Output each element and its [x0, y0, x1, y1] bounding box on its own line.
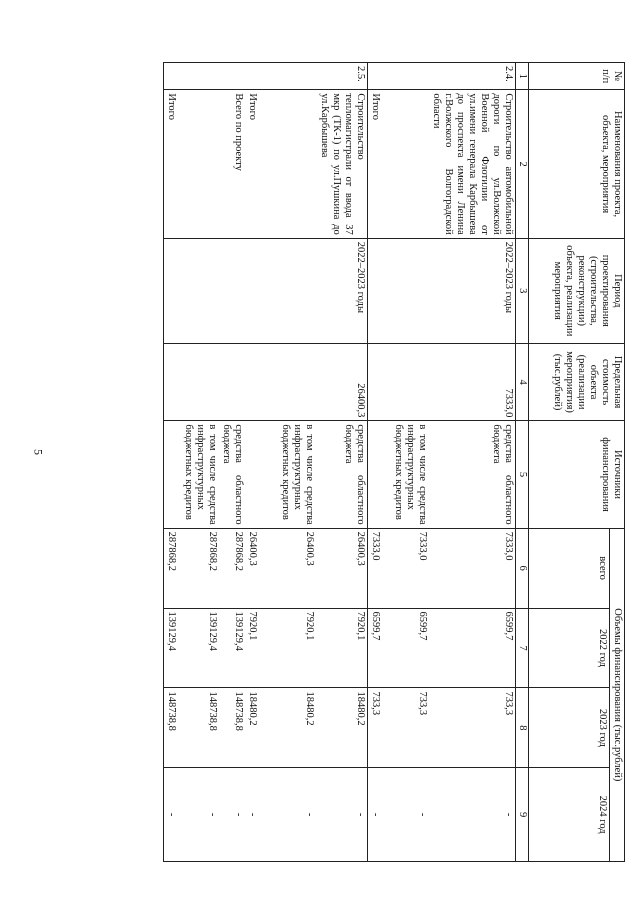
y2023-cell: 18480,2 [245, 688, 278, 768]
header-total: всего [528, 528, 609, 608]
column-number: 6 [516, 528, 529, 608]
y2024-cell: - [391, 768, 429, 862]
row-number [181, 63, 219, 90]
object-name: Итого [367, 90, 391, 238]
row-number [278, 63, 316, 90]
source-cell: средства областного бюджета [316, 421, 367, 528]
y2022-cell: 7920,1 [316, 608, 367, 688]
table-row [316, 63, 367, 862]
cost-cell [391, 343, 429, 421]
header-financing-group: Объемы финансирования (тыс.рублей) [609, 528, 624, 861]
source-cell: в том числе средства инфраструктурных бюджетных кредитов [391, 421, 429, 528]
row-number: 2.5. [316, 63, 367, 90]
y2022-cell: 6599,7 [367, 608, 391, 688]
column-number: 8 [516, 688, 529, 768]
row-number [245, 63, 278, 90]
header-2024: 2024 год [528, 768, 609, 862]
object-name [181, 90, 219, 238]
source-cell [163, 421, 181, 528]
cost-cell [245, 343, 278, 421]
y2024-cell: - [367, 768, 391, 862]
table-row [163, 63, 181, 862]
source-cell: в том числе средства инфраструктурных бюджетных кредитов [181, 421, 219, 528]
object-name: Итого [245, 90, 278, 238]
total-cell: 26400,3 [316, 528, 367, 608]
object-name: Всего по проекту [219, 90, 245, 238]
y2023-cell: 18480,2 [316, 688, 367, 768]
total-cell: 7333,0 [367, 528, 391, 608]
table-row [367, 63, 391, 862]
rotated-table-container [85, 62, 625, 862]
financing-table [163, 62, 625, 862]
y2023-cell: 733,3 [391, 688, 429, 768]
column-number: 2 [516, 90, 529, 238]
period-cell [245, 238, 278, 343]
header-cost: Предельная стоимость объекта (реализации мероприятия) (тыс.рублей) [528, 343, 624, 421]
y2022-cell: 7920,1 [278, 608, 316, 688]
source-cell: в том числе средства инфраструктурных бюджетных кредитов [278, 421, 316, 528]
object-name: Итого [163, 90, 181, 238]
cost-cell [181, 343, 219, 421]
table-row [429, 63, 516, 862]
cost-cell: 26400,3 [316, 343, 367, 421]
total-cell: 287868,2 [219, 528, 245, 608]
y2023-cell: 18480,2 [278, 688, 316, 768]
header-row [609, 63, 624, 862]
y2024-cell: - [278, 768, 316, 862]
row-number [367, 63, 391, 90]
y2022-cell: 6599,7 [429, 608, 516, 688]
y2024-cell: - [181, 768, 219, 862]
y2022-cell: 7920,1 [245, 608, 278, 688]
object-name [278, 90, 316, 238]
source-cell: средства областного бюджета [219, 421, 245, 528]
cost-cell [367, 343, 391, 421]
y2024-cell: - [219, 768, 245, 862]
period-cell: 2022–2023 годы [316, 238, 367, 343]
table-row [391, 63, 429, 862]
y2023-cell: 148738,8 [163, 688, 181, 768]
source-cell: средства областного бюджета [429, 421, 516, 528]
column-number: 1 [516, 63, 529, 90]
y2022-cell: 139129,4 [163, 608, 181, 688]
y2022-cell: 6599,7 [391, 608, 429, 688]
total-cell: 287868,2 [181, 528, 219, 608]
header-period: Период проектирования (строительства, реконструкции) объекта, реализации мероприятия [528, 238, 624, 343]
period-cell [181, 238, 219, 343]
column-numbers-row [516, 63, 529, 862]
total-cell: 7333,0 [429, 528, 516, 608]
header-source: Источники финансирования [528, 421, 624, 528]
period-cell [219, 238, 245, 343]
period-cell [391, 238, 429, 343]
source-cell [367, 421, 391, 528]
object-name: Строительство автомобильной дороги по ул.Волжской Военной Флотилии от ул.имени генерала Карбышева до проспекта имени Ленина г.Волжского Волгоградской области [429, 90, 516, 238]
table-row [181, 63, 219, 862]
header-num: № п/п [528, 63, 624, 90]
header-2022: 2022 год [528, 608, 609, 688]
period-cell: 2022–2023 годы [429, 238, 516, 343]
column-number: 5 [516, 421, 529, 528]
column-number: 3 [516, 238, 529, 343]
total-cell: 7333,0 [391, 528, 429, 608]
column-number: 4 [516, 343, 529, 421]
header-name: Наименования проекта, объекта, мероприятия [528, 90, 624, 238]
y2024-cell: - [245, 768, 278, 862]
period-cell [278, 238, 316, 343]
table-row [245, 63, 278, 862]
y2023-cell: 733,3 [367, 688, 391, 768]
row-number [163, 63, 181, 90]
total-cell: 26400,3 [278, 528, 316, 608]
y2022-cell: 139129,4 [181, 608, 219, 688]
column-number: 9 [516, 768, 529, 862]
object-name [391, 90, 429, 238]
total-cell: 287868,2 [163, 528, 181, 608]
header-2023: 2023 год [528, 688, 609, 768]
column-number: 7 [516, 608, 529, 688]
row-number: 2.4. [429, 63, 516, 90]
table-row [219, 63, 245, 862]
cost-cell [219, 343, 245, 421]
y2023-cell: 733,3 [429, 688, 516, 768]
cost-cell [163, 343, 181, 421]
y2024-cell: - [429, 768, 516, 862]
row-number [219, 63, 245, 90]
y2024-cell: - [316, 768, 367, 862]
y2023-cell: 148738,8 [219, 688, 245, 768]
period-cell [163, 238, 181, 343]
table-row [278, 63, 316, 862]
period-cell [367, 238, 391, 343]
cost-cell: 7333,0 [429, 343, 516, 421]
source-cell [245, 421, 278, 528]
y2022-cell: 139129,4 [219, 608, 245, 688]
total-cell: 26400,3 [245, 528, 278, 608]
y2023-cell: 148738,8 [181, 688, 219, 768]
cost-cell [278, 343, 316, 421]
object-name: Строительство тепломагистрали от ввода 37 мкр (ТК-1) по ул.Пушкина до ул.Карбышева [316, 90, 367, 238]
page-number: 5 [31, 449, 46, 455]
y2024-cell: - [163, 768, 181, 862]
row-number [391, 63, 429, 90]
